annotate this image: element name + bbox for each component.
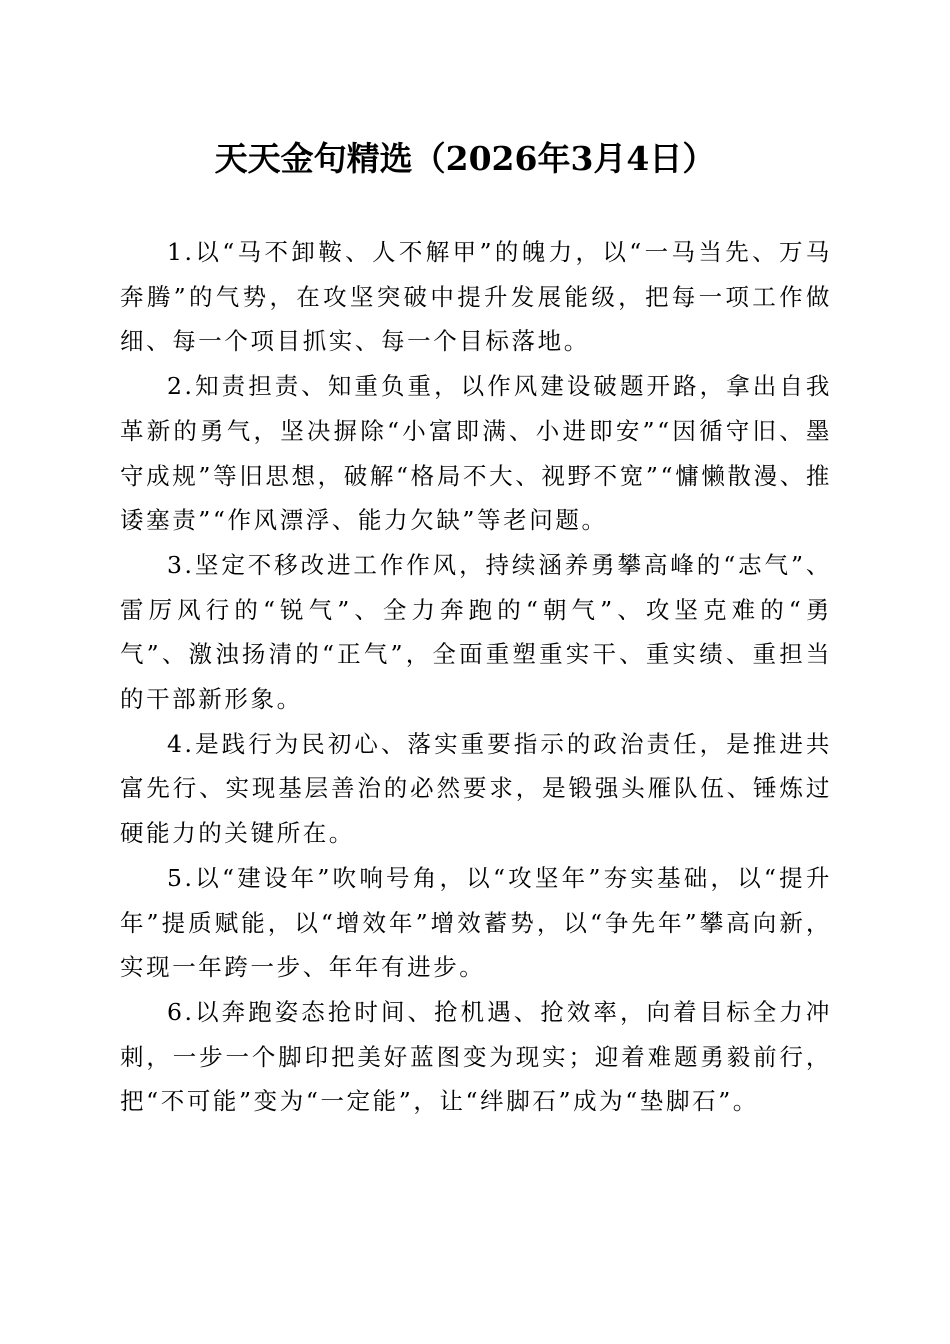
page-title: 天天金句精选（2026年3月4日） [214,139,716,178]
paragraph-2: 2.知责担责、知重负重，以作风建设破题开路，拿出自我革新的勇气，坚决摒除“小富即满、小进即安”“因循守旧、墨守成规”等旧思想，破解“格局不大、视野不宽”“慵懒散漫、推诿塞责”“作风漂浮、能力欠缺”等老问题。 [120,372,832,535]
document-body [120,230,832,1124]
paragraph-6: 6.以奔跑姿态抢时间、抢机遇、抢效率，向着目标全力冲刺，一步一个脚印把美好蓝图变为现实；迎着难题勇毅前行，把“不可能”变为“一定能”，让“绊脚石”成为“垫脚石”。 [120,997,832,1116]
paragraph-5: 5.以“建设年”吹响号角，以“攻坚年”夯实基础，以“提升年”提质赋能，以“增效年”增效蓄势，以“争先年”攀高向新，实现一年跨一步、年年有进步。 [120,863,832,982]
paragraph-1: 1.以“马不卸鞍、人不解甲”的魄力，以“一马当先、万马奔腾”的气势，在攻坚突破中提升发展能级，把每一项工作做细、每一个项目抓实、每一个目标落地。 [120,238,832,356]
paragraph-3: 3.坚定不移改进工作作风，持续涵养勇攀高峰的“志气”、雷厉风行的“锐气”、全力奔跑的“朝气”、攻坚克难的“勇气”、激浊扬清的“正气”，全面重塑重实干、重实绩、重担当的干部新形象。 [120,550,832,714]
paragraph-4: 4.是践行为民初心、落实重要指示的政治责任，是推进共富先行、实现基层善治的必然要求，是锻强头雁队伍、锤炼过硬能力的关键所在。 [120,729,832,848]
